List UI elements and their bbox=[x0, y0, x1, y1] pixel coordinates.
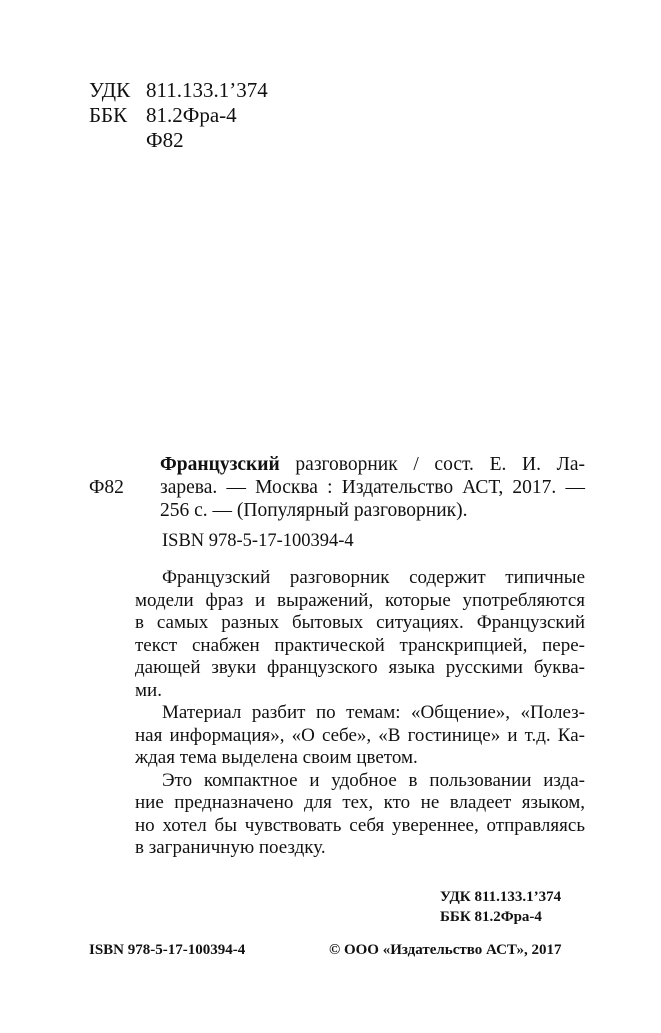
udk-value: 811.133.1’374 bbox=[146, 78, 268, 102]
isbn-line: ISBN 978-5-17-100394-4 bbox=[162, 531, 354, 551]
udk-label: УДК bbox=[89, 78, 131, 102]
footer-classification bbox=[440, 887, 561, 927]
annotation-line: текст снабжен практической транскрипцией, пере- bbox=[135, 634, 585, 656]
bbk-value: 81.2Фра-4 bbox=[146, 103, 237, 127]
biblio-line-3: 256 с. — (Популярный разговорник). bbox=[160, 500, 468, 521]
annotation-line: Материал разбит по темам: «Общение», «Полез- bbox=[162, 702, 585, 723]
annotation-line: дающей звуки французского языка русскими буква- bbox=[135, 657, 585, 678]
author-sign-margin: Ф82 bbox=[89, 477, 124, 498]
annotation-line: но хотел бы чувствовать себя увереннее, отправляясь bbox=[135, 814, 585, 836]
annotation-line: ная информация», «О себе», «В гостинице» и т.д. Ка- bbox=[135, 724, 585, 746]
biblio-line-2: зарева. — Москва : Издательство АСТ, 2017. — bbox=[160, 477, 585, 498]
annotation-line: модели фраз и выражений, которые употребляются bbox=[135, 589, 585, 611]
annotation-line: Французский разговорник содержит типичные bbox=[162, 567, 585, 588]
footer-copyright: © ООО «Издательство АСТ», 2017 bbox=[329, 942, 562, 958]
annotation-line: ние предназначено для тех, кто не владеет языком, bbox=[135, 792, 585, 813]
footer-udk: УДК 811.133.1’374 bbox=[440, 889, 562, 905]
biblio-line-1 bbox=[160, 453, 585, 476]
biblio-line-1-rest: разговорник / сост. Е. И. Ла- bbox=[295, 454, 585, 475]
footer-isbn: ISBN 978-5-17-100394-4 bbox=[89, 942, 246, 958]
annotation bbox=[135, 567, 585, 860]
annotation-line: Это компактное и удобное в пользовании изда- bbox=[162, 769, 585, 791]
annotation-line: ждая тема выделена своим цветом. bbox=[135, 747, 418, 768]
author-sign-top: Ф82 bbox=[146, 128, 184, 152]
annotation-line: ми. bbox=[135, 679, 162, 701]
book-title: Французский bbox=[160, 454, 280, 475]
footer-bbk: ББК 81.2Фра-4 bbox=[440, 909, 542, 925]
bibliographic-description bbox=[160, 453, 585, 522]
annotation-line: в заграничную поездку. bbox=[135, 837, 326, 858]
bbk-label: ББК bbox=[89, 103, 128, 127]
annotation-line: в самых разных бытовых ситуациях. Французский bbox=[135, 612, 585, 633]
